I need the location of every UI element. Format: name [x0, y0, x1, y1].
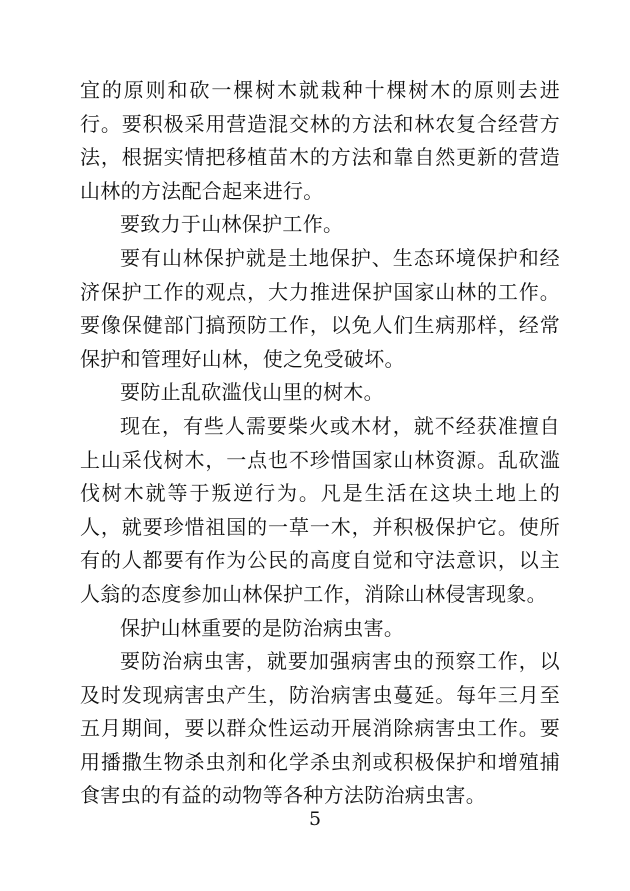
paragraph-continued: 宜的原则和砍一棵树木就栽种十棵树木的原则去进行。要积极采用营造混交林的方法和林农复合经营方法，根据实情把移植苗木的方法和靠自然更新的营造山林的方法配合起来进行。 [80, 78, 560, 203]
paragraph: 现在，有些人需要柴火或木材，就不经获准擅自上山采伐树木，一点也不珍惜国家山林资源。乱砍滥伐树木就等于叛逆行为。凡是生活在这块土地上的人，就要珍惜祖国的一草一木，并积极保护它。使所有的人都要有作为公民的高度自觉和守法意识，以主人翁的态度参加山林保护工作，消除山林侵害现象。 [80, 413, 560, 606]
paragraph-heading-pests: 保护山林重要的是防治病虫害。 [120, 615, 405, 640]
paragraph: 要有山林保护就是土地保护、生态环境保护和经济保护工作的观点，大力推进保护国家山林的工作。要像保健部门搞预防工作，以免人们生病那样，经常保护和管理好山林，使之免受破坏。 [80, 245, 560, 371]
page-number: 5 [308, 808, 322, 830]
paragraph-heading-logging: 要防止乱砍滥伐山里的树木。 [120, 380, 384, 405]
paragraph: 要防治病虫害，就要加强病害虫的预察工作，以及时发现病害虫产生，防治病害虫蔓延。每年三月至五月期间，要以群众性运动开展消除病害虫工作。要用播撒生物杀虫剂和化学杀虫剂或积极保护和增殖捕食害虫的有益的动物等各种方法防治病虫害。 [80, 649, 560, 808]
paragraph-heading-protection: 要致力于山林保护工作。 [120, 212, 344, 237]
body-text [80, 74, 560, 813]
